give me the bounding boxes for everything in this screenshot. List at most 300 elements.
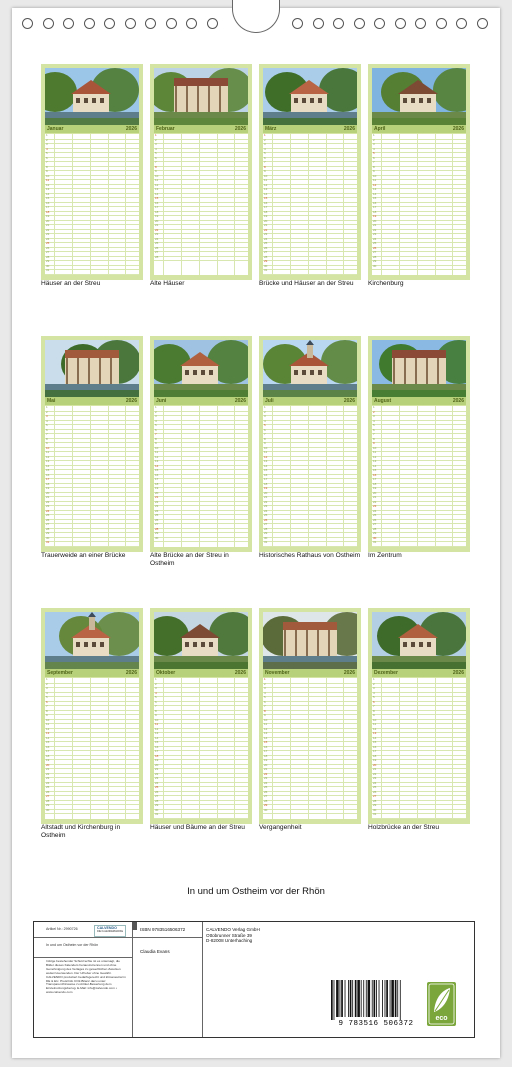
day-number: 24 — [46, 780, 50, 785]
day-number: 30 — [373, 263, 377, 268]
day-number: 21 — [264, 495, 268, 499]
binding-hole — [436, 18, 447, 29]
day-number: 21 — [46, 495, 50, 499]
day-number: 6 — [373, 427, 375, 432]
day-number: 20 — [155, 762, 159, 767]
day-number: 2 — [46, 681, 48, 686]
day-number: 22 — [46, 499, 50, 504]
day-number: 25 — [46, 513, 50, 517]
day-number: 8 — [373, 708, 375, 713]
month-name: August — [374, 398, 392, 404]
day-number: 17 — [155, 205, 159, 209]
month-header — [45, 397, 139, 405]
month-card-februar — [150, 64, 252, 280]
day-number: 17 — [373, 749, 377, 753]
day-number: 6 — [155, 699, 157, 704]
month-photo — [154, 68, 248, 125]
day-number: 6 — [155, 155, 157, 160]
day-number: 6 — [155, 427, 157, 432]
day-number: 10 — [373, 717, 377, 722]
day-number: 26 — [155, 245, 159, 250]
month-name: Februar — [156, 126, 175, 132]
day-grid — [372, 134, 466, 275]
month-card-september — [41, 608, 143, 824]
day-number: 14 — [373, 191, 377, 196]
day-number: 1 — [264, 133, 266, 137]
month-card-mai — [41, 336, 143, 552]
month-name: April — [374, 126, 386, 132]
month-year: 2026 — [234, 126, 246, 132]
photo-caption: Altstadt und Kirchenburg in Ostheim — [41, 824, 121, 839]
day-number: 2 — [373, 137, 375, 142]
day-number: 30 — [373, 807, 377, 812]
day-number: 11 — [46, 722, 50, 726]
day-number: 3 — [155, 686, 157, 690]
day-number: 3 — [373, 142, 375, 146]
month-name: März — [265, 126, 277, 132]
day-number: 10 — [155, 717, 159, 722]
day-number: 13 — [46, 187, 50, 191]
day-number: 30 — [46, 535, 50, 540]
day-number: 26 — [373, 789, 377, 794]
day-row[interactable] — [154, 537, 248, 543]
day-number: 6 — [46, 427, 48, 432]
month-year: 2026 — [343, 398, 355, 404]
photo-caption: Im Zentrum — [368, 552, 402, 559]
month-photo — [263, 68, 357, 125]
month-header — [263, 669, 357, 677]
barcode-digits: 9 783516 506372 — [338, 1020, 414, 1028]
day-number: 27 — [373, 250, 377, 254]
month-header — [154, 397, 248, 405]
month-name: Januar — [47, 126, 64, 132]
day-number: 17 — [264, 477, 268, 481]
day-number: 29 — [264, 803, 268, 807]
day-number: 10 — [46, 717, 50, 722]
day-number: 12 — [373, 454, 377, 459]
day-number: 12 — [373, 726, 377, 731]
day-number: 19 — [264, 486, 268, 490]
day-number: 30 — [264, 535, 268, 540]
day-number: 15 — [264, 468, 268, 472]
day-number: 20 — [46, 218, 50, 223]
day-number: 2 — [155, 681, 157, 686]
day-number: 5 — [264, 423, 266, 427]
day-number: 18 — [264, 209, 268, 214]
day-number: 9 — [373, 169, 375, 173]
day-number: 31 — [264, 540, 268, 544]
day-number: 20 — [46, 762, 50, 767]
day-number: 24 — [264, 780, 268, 785]
day-number: 28 — [155, 798, 159, 803]
isbn: ISBN 9783516506372 — [140, 927, 186, 932]
day-number: 20 — [264, 490, 268, 495]
day-number: 12 — [46, 182, 50, 187]
day-number: 28 — [373, 254, 377, 259]
month-header — [372, 397, 466, 405]
month-header — [372, 125, 466, 133]
day-number: 14 — [264, 191, 268, 196]
day-number: 23 — [155, 232, 159, 236]
day-number: 2 — [264, 681, 266, 686]
day-number: 9 — [155, 713, 157, 717]
day-number: 22 — [264, 499, 268, 504]
day-number: 27 — [264, 794, 268, 798]
month-card-januar — [41, 64, 143, 280]
day-number: 1 — [46, 133, 48, 137]
month-header — [372, 669, 466, 677]
day-number: 24 — [46, 508, 50, 513]
month-photo — [45, 68, 139, 125]
day-number: 14 — [155, 735, 159, 740]
month-header — [263, 125, 357, 133]
day-row[interactable] — [45, 541, 139, 547]
day-number: 17 — [155, 477, 159, 481]
day-number: 18 — [155, 209, 159, 214]
day-number: 16 — [373, 472, 377, 477]
day-number: 7 — [264, 704, 266, 708]
day-number: 3 — [373, 686, 375, 690]
day-number: 28 — [46, 254, 50, 259]
day-number: 17 — [373, 205, 377, 209]
day-number: 11 — [264, 450, 268, 454]
day-number: 30 — [373, 535, 377, 540]
day-number: 29 — [46, 803, 50, 807]
month-name: Dezember — [374, 670, 398, 676]
day-number: 30 — [46, 807, 50, 812]
day-number: 26 — [264, 245, 268, 250]
day-number: 9 — [373, 441, 375, 445]
day-number: 27 — [46, 250, 50, 254]
day-number: 10 — [264, 717, 268, 722]
day-number: 26 — [264, 517, 268, 522]
day-number: 1 — [155, 133, 157, 137]
day-number: 8 — [155, 708, 157, 713]
day-number: 5 — [264, 695, 266, 699]
binding-hole — [477, 18, 488, 29]
day-number: 22 — [373, 771, 377, 776]
day-number: 13 — [155, 731, 159, 735]
day-number: 12 — [46, 726, 50, 731]
day-number: 20 — [264, 762, 268, 767]
binding-hole — [166, 18, 177, 29]
day-number: 11 — [264, 722, 268, 726]
day-number: 24 — [373, 780, 377, 785]
day-number: 9 — [155, 441, 157, 445]
day-row[interactable] — [263, 269, 357, 275]
month-year: 2026 — [452, 670, 464, 676]
day-number: 13 — [264, 187, 268, 191]
day-grid — [154, 678, 248, 819]
day-number: 27 — [373, 794, 377, 798]
day-row[interactable] — [372, 541, 466, 547]
binding-hole — [63, 18, 74, 29]
day-number: 22 — [155, 227, 159, 232]
day-number: 4 — [264, 690, 266, 695]
day-number: 12 — [373, 182, 377, 187]
day-grid — [263, 134, 357, 275]
day-number: 10 — [264, 445, 268, 450]
day-number: 5 — [373, 423, 375, 427]
day-number: 1 — [264, 405, 266, 409]
month-header — [263, 397, 357, 405]
day-number: 2 — [46, 137, 48, 142]
day-number: 14 — [264, 735, 268, 740]
day-number: 21 — [46, 767, 50, 771]
day-number: 18 — [373, 209, 377, 214]
binding-hole — [104, 18, 115, 29]
month-year: 2026 — [234, 398, 246, 404]
day-number: 5 — [155, 423, 157, 427]
day-number: 13 — [373, 731, 377, 735]
day-number: 11 — [46, 450, 50, 454]
day-grid — [154, 406, 248, 547]
day-number: 19 — [373, 758, 377, 762]
day-row[interactable] — [372, 813, 466, 819]
calendar-title: In und um Ostheim vor der Rhön — [187, 886, 325, 897]
day-row[interactable] — [45, 269, 139, 275]
day-number: 28 — [155, 254, 159, 259]
day-row[interactable] — [154, 256, 248, 262]
day-number: 19 — [155, 758, 159, 762]
day-number: 11 — [46, 178, 50, 182]
day-number: 17 — [264, 749, 268, 753]
day-number: 6 — [264, 427, 266, 432]
day-number: 13 — [46, 459, 50, 463]
day-number: 21 — [264, 223, 268, 227]
day-number: 7 — [155, 432, 157, 436]
month-name: September — [47, 670, 73, 676]
barcode — [329, 980, 423, 1028]
day-row[interactable] — [45, 809, 139, 815]
day-number: 15 — [264, 196, 268, 200]
day-number: 7 — [373, 432, 375, 436]
day-number: 31 — [264, 268, 268, 272]
day-number: 17 — [46, 205, 50, 209]
day-number: 4 — [264, 418, 266, 423]
day-number: 12 — [155, 726, 159, 731]
day-number: 11 — [373, 450, 377, 454]
month-year: 2026 — [234, 670, 246, 676]
day-grid — [372, 406, 466, 547]
day-number: 4 — [46, 146, 48, 151]
day-number: 24 — [373, 508, 377, 513]
day-number: 17 — [373, 477, 377, 481]
day-number: 27 — [373, 522, 377, 526]
day-number: 30 — [46, 263, 50, 268]
month-card-november — [259, 608, 361, 824]
day-number: 4 — [155, 690, 157, 695]
day-number: 20 — [46, 490, 50, 495]
day-number: 5 — [373, 695, 375, 699]
day-number: 26 — [46, 245, 50, 250]
month-name: November — [265, 670, 290, 676]
day-number: 10 — [46, 445, 50, 450]
month-photo — [263, 612, 357, 669]
month-photo — [154, 340, 248, 397]
day-number: 1 — [46, 677, 48, 681]
day-number: 30 — [155, 807, 159, 812]
day-number: 1 — [155, 677, 157, 681]
calvendo-logo: CALVENDO DIE KALENDERMARKE — [94, 925, 126, 937]
day-number: 7 — [46, 704, 48, 708]
day-number: 24 — [264, 508, 268, 513]
day-number: 20 — [264, 218, 268, 223]
day-number: 4 — [155, 146, 157, 151]
day-number: 30 — [264, 263, 268, 268]
day-number: 11 — [155, 178, 159, 182]
short-title: In und um Ostheim vor der Rhön — [46, 943, 99, 947]
day-number: 25 — [155, 785, 159, 789]
day-number: 29 — [46, 259, 50, 263]
day-row[interactable] — [154, 813, 248, 819]
day-number: 28 — [264, 254, 268, 259]
day-number: 6 — [264, 155, 266, 160]
day-number: 25 — [264, 785, 268, 789]
day-number: 22 — [373, 227, 377, 232]
day-number: 20 — [155, 218, 159, 223]
day-number: 21 — [46, 223, 50, 227]
day-number: 18 — [373, 753, 377, 758]
month-name: Oktober — [156, 670, 176, 676]
day-number: 12 — [46, 454, 50, 459]
day-grid — [45, 678, 139, 819]
day-number: 2 — [264, 409, 266, 414]
day-number: 28 — [155, 526, 159, 531]
photo-caption: Kirchenburg — [368, 280, 404, 287]
day-number: 29 — [373, 803, 377, 807]
photo-caption: Vergangenheit — [259, 824, 302, 831]
day-number: 9 — [155, 169, 157, 173]
day-number: 11 — [373, 178, 377, 182]
day-number: 16 — [155, 472, 159, 477]
day-number: 1 — [373, 405, 375, 409]
day-number: 4 — [264, 146, 266, 151]
day-number: 27 — [264, 250, 268, 254]
day-number: 9 — [46, 169, 48, 173]
day-number: 23 — [264, 776, 268, 780]
day-number: 8 — [264, 164, 266, 169]
day-number: 15 — [373, 196, 377, 200]
day-number: 3 — [155, 142, 157, 146]
day-number: 18 — [264, 481, 268, 486]
day-number: 24 — [373, 236, 377, 241]
day-number: 8 — [155, 164, 157, 169]
day-number: 11 — [264, 178, 268, 182]
day-number: 22 — [155, 771, 159, 776]
day-number: 26 — [373, 517, 377, 522]
day-number: 5 — [46, 423, 48, 427]
day-number: 23 — [373, 504, 377, 508]
binding-hole — [415, 18, 426, 29]
day-number: 3 — [264, 686, 266, 690]
month-photo — [372, 340, 466, 397]
day-number: 22 — [264, 227, 268, 232]
day-number: 11 — [155, 450, 159, 454]
day-number: 14 — [373, 735, 377, 740]
day-number: 6 — [373, 699, 375, 704]
day-number: 22 — [46, 227, 50, 232]
month-card-august — [368, 336, 470, 552]
day-number: 11 — [373, 722, 377, 726]
day-number: 19 — [155, 214, 159, 218]
legal-notice: Infolge bestehender Schutzrechte ist es untersagt, die Bilder dieses Kalenders herauszutrennen und ohne Genehmigung des Verlages zu gewerblichen Zwecken weiterzuverwenden. Der Urheber ohne Gewähr. CALVENDO produziert bedarfsgerecht und klimaneutral in DE & EU. Preis/Info CO2-Bilanz dazu unter: Transparenzhinweise zu Artikel-Bewertung dem Einzelnutzungsbezug. E-Mail: info@calvendo.com • www.calvendo.com — [46, 959, 126, 995]
day-number: 23 — [373, 776, 377, 780]
day-number: 28 — [46, 798, 50, 803]
day-number: 16 — [46, 744, 50, 749]
day-number: 8 — [373, 436, 375, 441]
month-header — [154, 669, 248, 677]
day-row[interactable] — [263, 541, 357, 547]
day-number: 16 — [155, 200, 159, 205]
day-row[interactable] — [372, 265, 466, 271]
day-number: 8 — [264, 436, 266, 441]
binding-hole — [333, 18, 344, 29]
photo-caption: Brücke und Häuser an der Streu — [259, 280, 354, 287]
day-number: 8 — [46, 708, 48, 713]
day-row[interactable] — [263, 809, 357, 815]
day-number: 4 — [46, 690, 48, 695]
binding-hole — [43, 18, 54, 29]
photo-caption: Holzbrücke an der Streu — [368, 824, 440, 831]
day-number: 4 — [46, 418, 48, 423]
day-number: 13 — [155, 187, 159, 191]
photo-caption: Alte Brücke an der Streu in Ostheim — [150, 552, 229, 567]
day-number: 2 — [46, 409, 48, 414]
day-number: 14 — [46, 463, 50, 468]
day-number: 21 — [155, 223, 159, 227]
day-number: 23 — [264, 504, 268, 508]
month-photo — [372, 68, 466, 125]
day-number: 26 — [46, 517, 50, 522]
day-number: 25 — [264, 513, 268, 517]
day-number: 12 — [264, 454, 268, 459]
day-number: 9 — [373, 713, 375, 717]
day-number: 2 — [155, 137, 157, 142]
day-number: 1 — [373, 133, 375, 137]
day-number: 7 — [373, 704, 375, 708]
day-number: 12 — [264, 726, 268, 731]
day-number: 8 — [46, 436, 48, 441]
day-number: 9 — [46, 713, 48, 717]
day-number: 7 — [46, 160, 48, 164]
day-number: 27 — [264, 522, 268, 526]
day-grid — [372, 678, 466, 819]
day-number: 15 — [264, 740, 268, 744]
photo-caption: Alte Häuser — [150, 280, 185, 287]
day-number: 25 — [264, 241, 268, 245]
day-number: 23 — [46, 504, 50, 508]
month-year: 2026 — [452, 126, 464, 132]
day-number: 7 — [264, 160, 266, 164]
day-number: 25 — [46, 241, 50, 245]
day-number: 23 — [155, 776, 159, 780]
day-number: 16 — [155, 744, 159, 749]
day-number: 23 — [46, 232, 50, 236]
day-number: 12 — [155, 182, 159, 187]
day-number: 21 — [155, 767, 159, 771]
day-number: 28 — [373, 798, 377, 803]
day-number: 26 — [155, 517, 159, 522]
day-number: 16 — [46, 200, 50, 205]
day-number: 15 — [373, 740, 377, 744]
day-number: 7 — [46, 432, 48, 436]
day-grid — [263, 678, 357, 819]
day-number: 28 — [264, 798, 268, 803]
day-number: 26 — [155, 789, 159, 794]
month-card-oktober — [150, 608, 252, 824]
day-number: 3 — [46, 142, 48, 146]
